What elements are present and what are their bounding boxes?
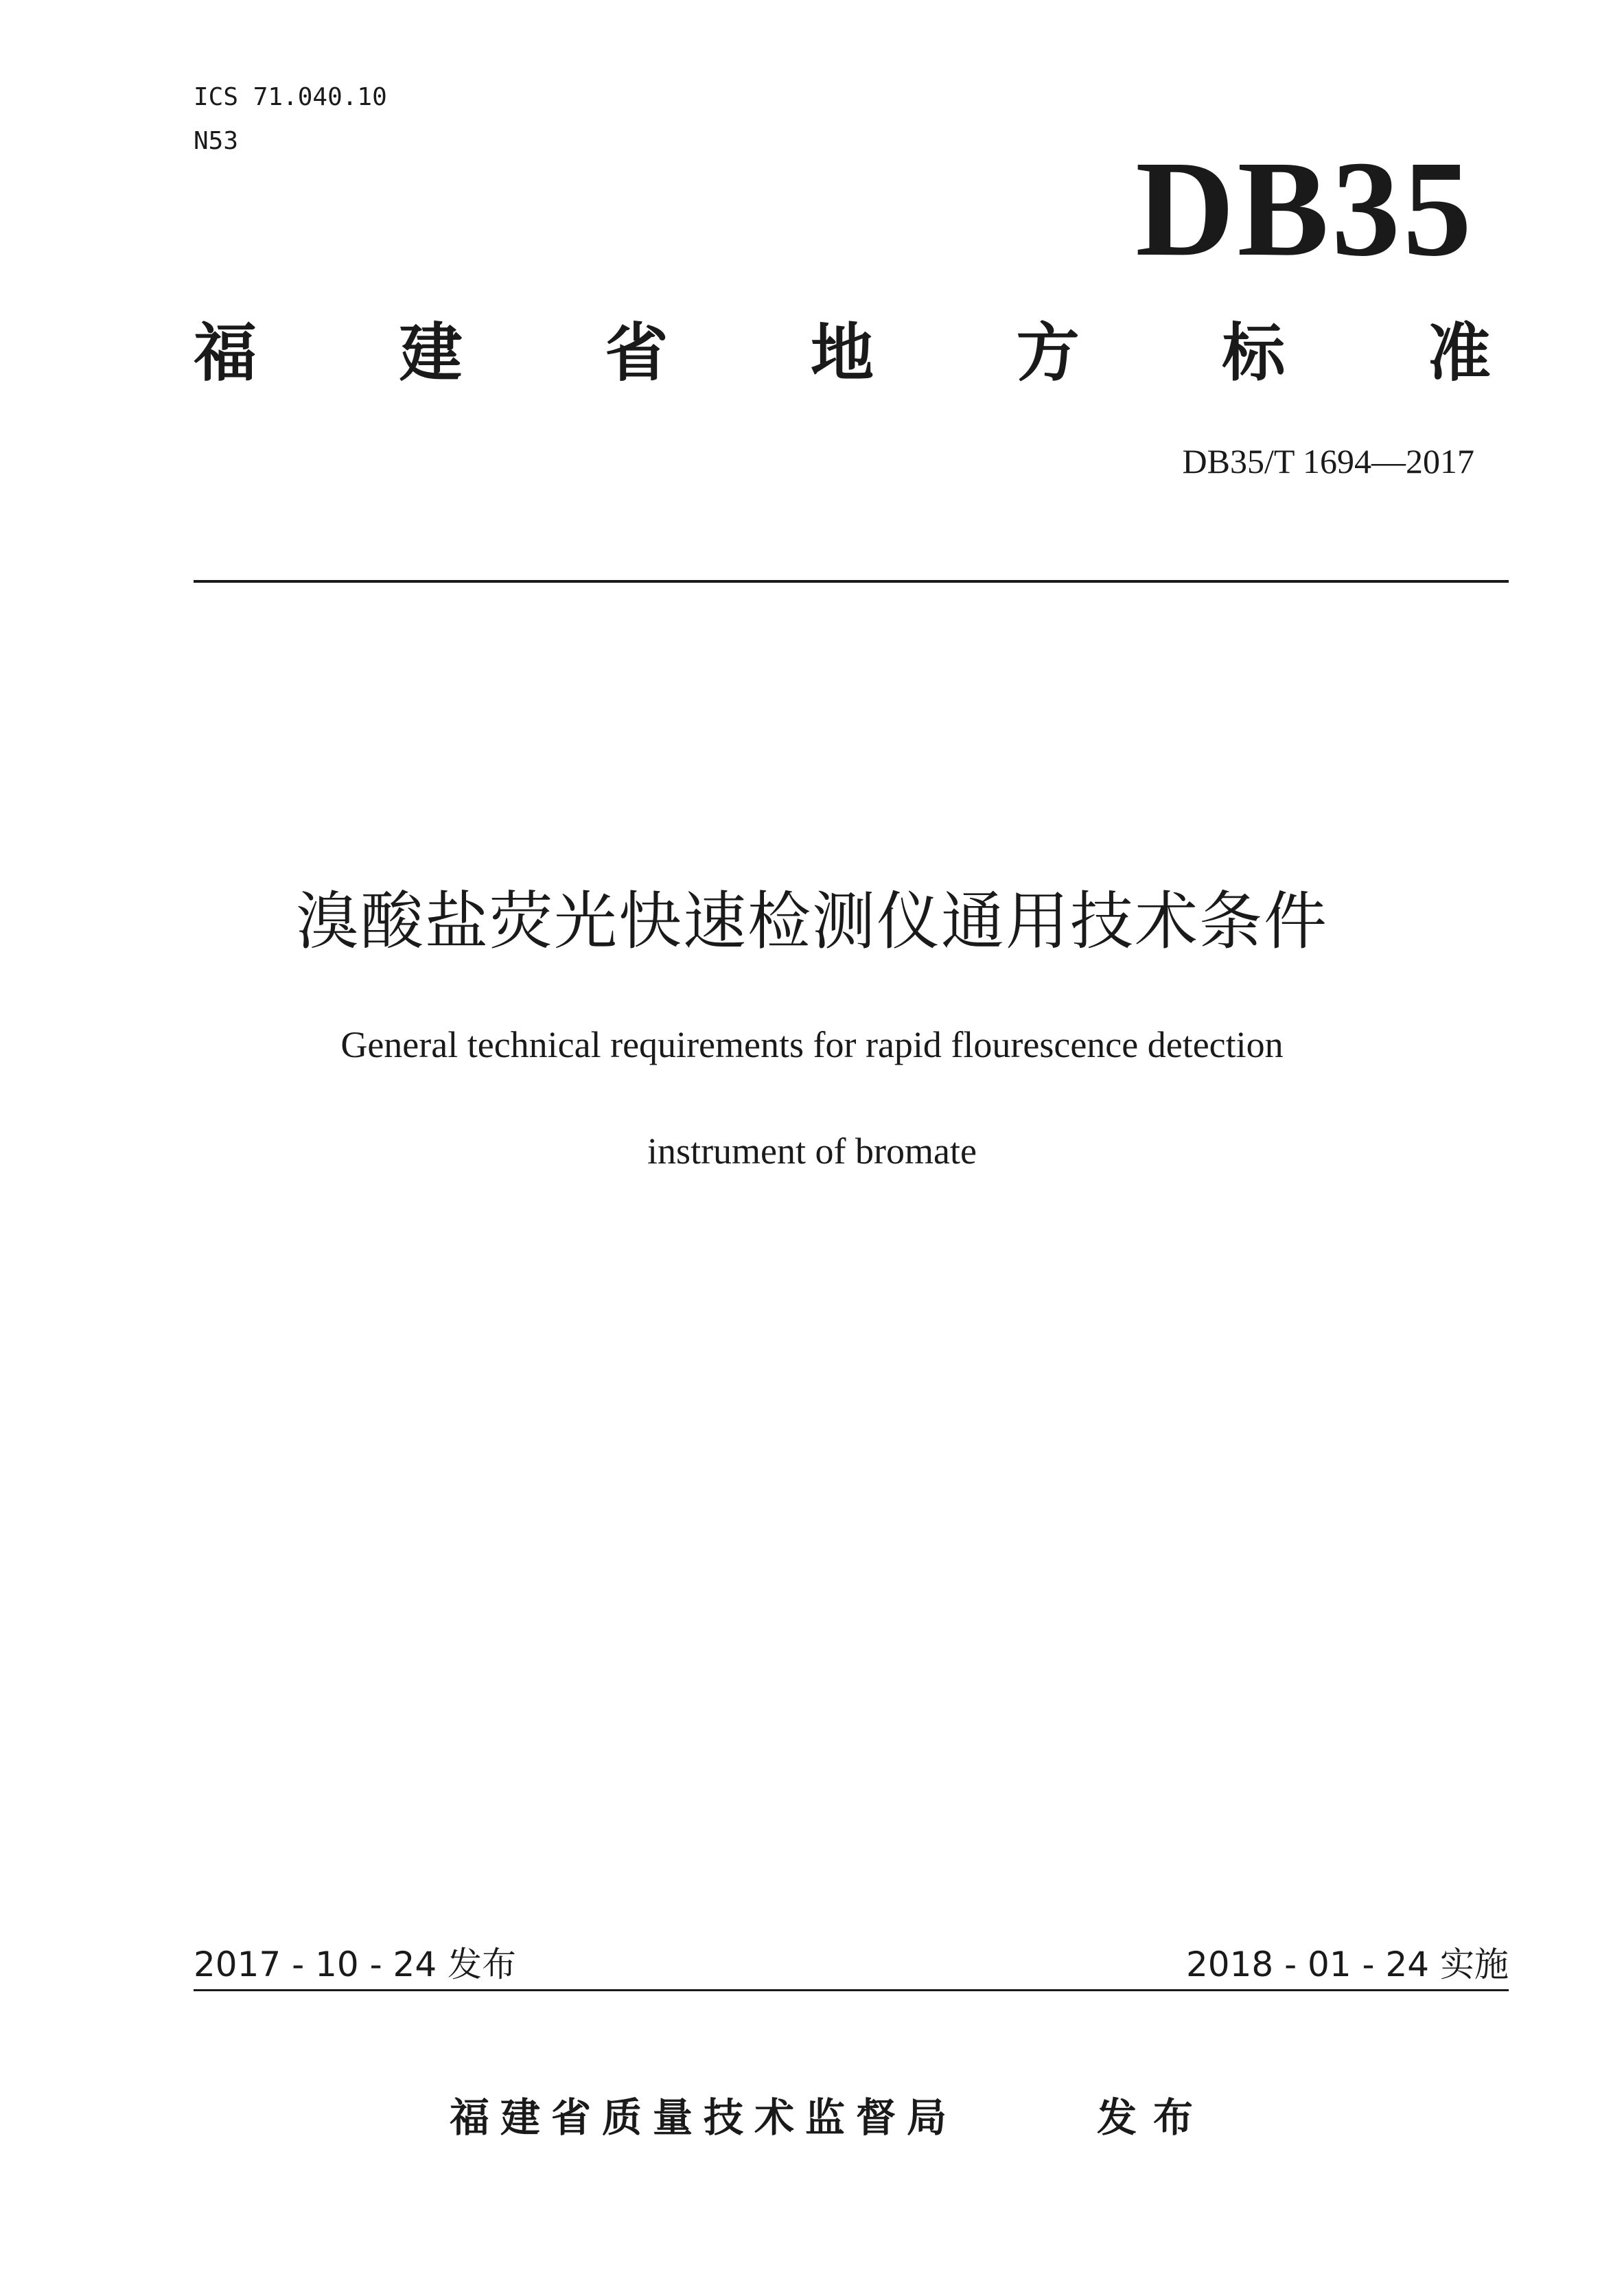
standard-kind-char: 省 [605,316,669,390]
standard-kind-char: 标 [1222,316,1286,390]
title-chinese: 溴酸盐荧光快速检测仪通用技术条件 [295,885,1328,958]
issue-date: 2017 - 10 - 24 发布 [194,1945,517,1984]
ccs-code: N53 [194,127,239,155]
standard-kind [194,316,1491,391]
standard-kind-char: 地 [810,316,874,390]
effective-date: 2018 - 01 - 24 实施 [1185,1945,1509,1984]
title-english-line-1: General technical requirements for rapid flourescence detection [340,1024,1284,1065]
standard-kind-char: 准 [1427,316,1491,390]
standard-kind-char: 福 [194,316,257,390]
header-divider [194,580,1509,583]
title-english-line-2: instrument of bromate [647,1130,977,1172]
standard-logo: DB35 [1135,133,1474,285]
issue-label: 发布 [1097,2094,1210,2141]
dates-divider [194,1989,1509,1991]
ics-code: ICS 71.040.10 [194,83,387,111]
standard-kind-char: 方 [1016,316,1080,390]
standard-number: DB35/T 1694—2017 [1182,442,1474,480]
standard-kind-char: 建 [399,316,463,390]
issuing-authority: 福建省质量技术监督局 [450,2094,958,2141]
